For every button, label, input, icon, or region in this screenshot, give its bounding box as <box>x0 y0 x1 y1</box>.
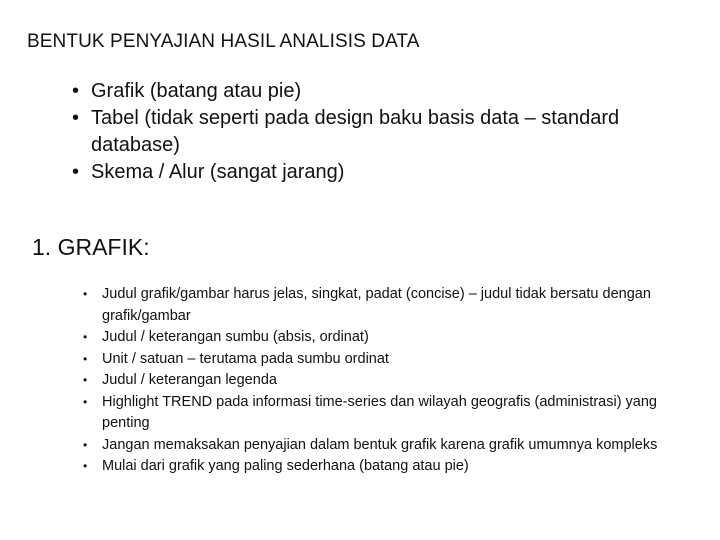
list-item: • Grafik (batang atau pie) <box>72 78 632 105</box>
list-item: • Tabel (tidak seperti pada design baku basis data – standard database) <box>72 105 632 159</box>
section-heading: 1. GRAFIK: <box>32 234 150 260</box>
list-item: • Highlight TREND pada informasi time-series dan wilayah geografis (administrasi) yang penting <box>83 392 683 435</box>
list-item: • Unit / satuan – terutama pada sumbu ordinat <box>83 349 683 371</box>
list-item: • Jangan memaksakan penyajian dalam bentuk grafik karena grafik umumnya kompleks <box>83 435 683 457</box>
list-item: • Judul / keterangan legenda <box>83 370 683 392</box>
list-item: • Mulai dari grafik yang paling sederhana (batang atau pie) <box>83 456 683 478</box>
intro-list <box>72 78 632 186</box>
list-item: • Skema / Alur (sangat jarang) <box>72 159 632 186</box>
page-title: BENTUK PENYAJIAN HASIL ANALISIS DATA <box>27 31 420 52</box>
list-item: • Judul grafik/gambar harus jelas, singkat, padat (concise) – judul tidak bersatu dengan grafik/gambar <box>83 284 683 327</box>
grafik-list <box>83 284 683 478</box>
list-item: • Judul / keterangan sumbu (absis, ordinat) <box>83 327 683 349</box>
